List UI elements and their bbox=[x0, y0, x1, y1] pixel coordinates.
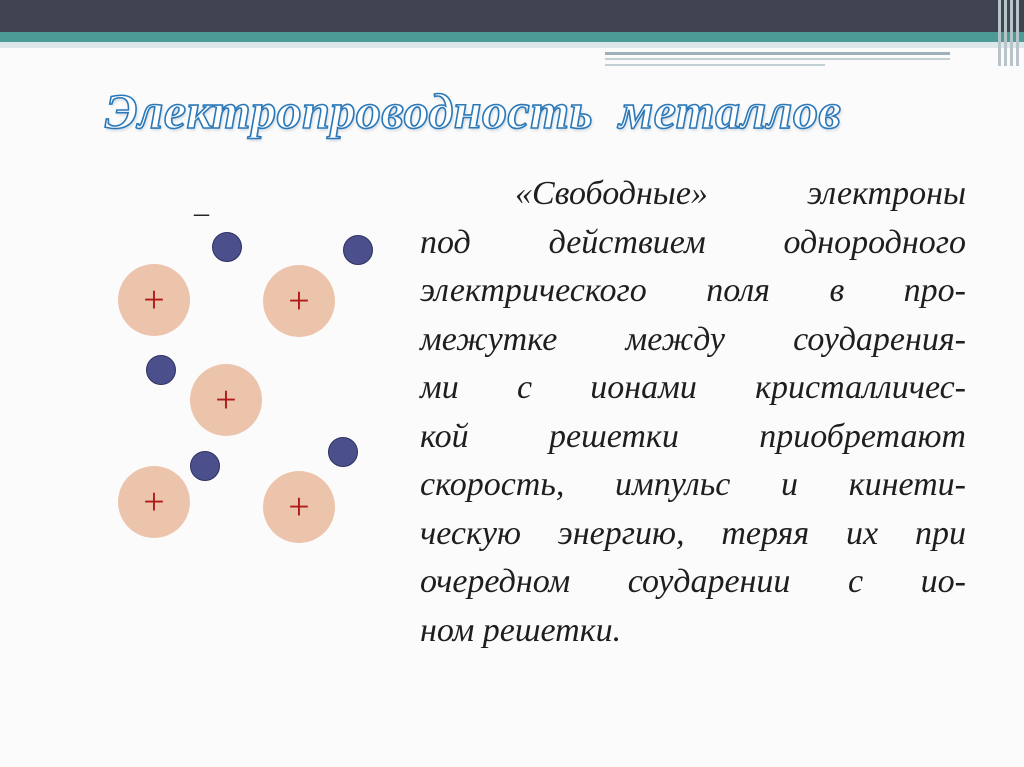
text-line: межутке между соударения- bbox=[420, 320, 966, 358]
free-electron bbox=[212, 232, 242, 262]
ion-sign: + bbox=[288, 486, 310, 528]
free-electron bbox=[190, 451, 220, 481]
ion-sign: + bbox=[288, 280, 310, 322]
positive-ion bbox=[190, 364, 262, 436]
decor-bar bbox=[1004, 0, 1007, 66]
ion-sign: + bbox=[143, 279, 165, 321]
decor-bar bbox=[1010, 0, 1013, 66]
header-light-band bbox=[0, 42, 1024, 48]
text-line: ческую энергию, теряя их при bbox=[420, 514, 966, 552]
metal-lattice-diagram bbox=[100, 186, 390, 560]
text-line: «Свободные» электроны bbox=[515, 175, 966, 212]
text-line: ном решетки. bbox=[420, 611, 622, 649]
text-line: очередном соударении с ио- bbox=[420, 563, 966, 600]
decor-stripe bbox=[605, 52, 950, 55]
electron-sign: _ bbox=[194, 186, 209, 219]
free-electron bbox=[146, 355, 176, 385]
decor-stripe bbox=[605, 58, 950, 60]
decor-stripe bbox=[605, 64, 825, 66]
decor-bar bbox=[998, 0, 1001, 66]
positive-ion bbox=[263, 471, 335, 543]
slide-title: Электропроводность металлов bbox=[105, 83, 842, 139]
decor-bar bbox=[1016, 0, 1019, 66]
text-line: скорость, импульс и кинети- bbox=[420, 466, 966, 503]
free-electron bbox=[328, 437, 358, 467]
ion-sign: + bbox=[215, 379, 237, 421]
explanation-text bbox=[420, 170, 966, 655]
text-line: под действием однородного bbox=[420, 223, 966, 261]
text-line: электрического поля в про- bbox=[420, 272, 966, 309]
positive-ion bbox=[263, 265, 335, 337]
positive-ion bbox=[118, 466, 190, 538]
free-electron bbox=[343, 235, 373, 265]
header-band bbox=[0, 0, 1024, 32]
ion-sign: + bbox=[143, 481, 165, 523]
header-accent-band bbox=[0, 32, 1024, 42]
text-line: ми с ионами кристалличес- bbox=[420, 369, 966, 406]
text-line: кой решетки приобретают bbox=[420, 417, 966, 455]
positive-ion bbox=[118, 264, 190, 336]
